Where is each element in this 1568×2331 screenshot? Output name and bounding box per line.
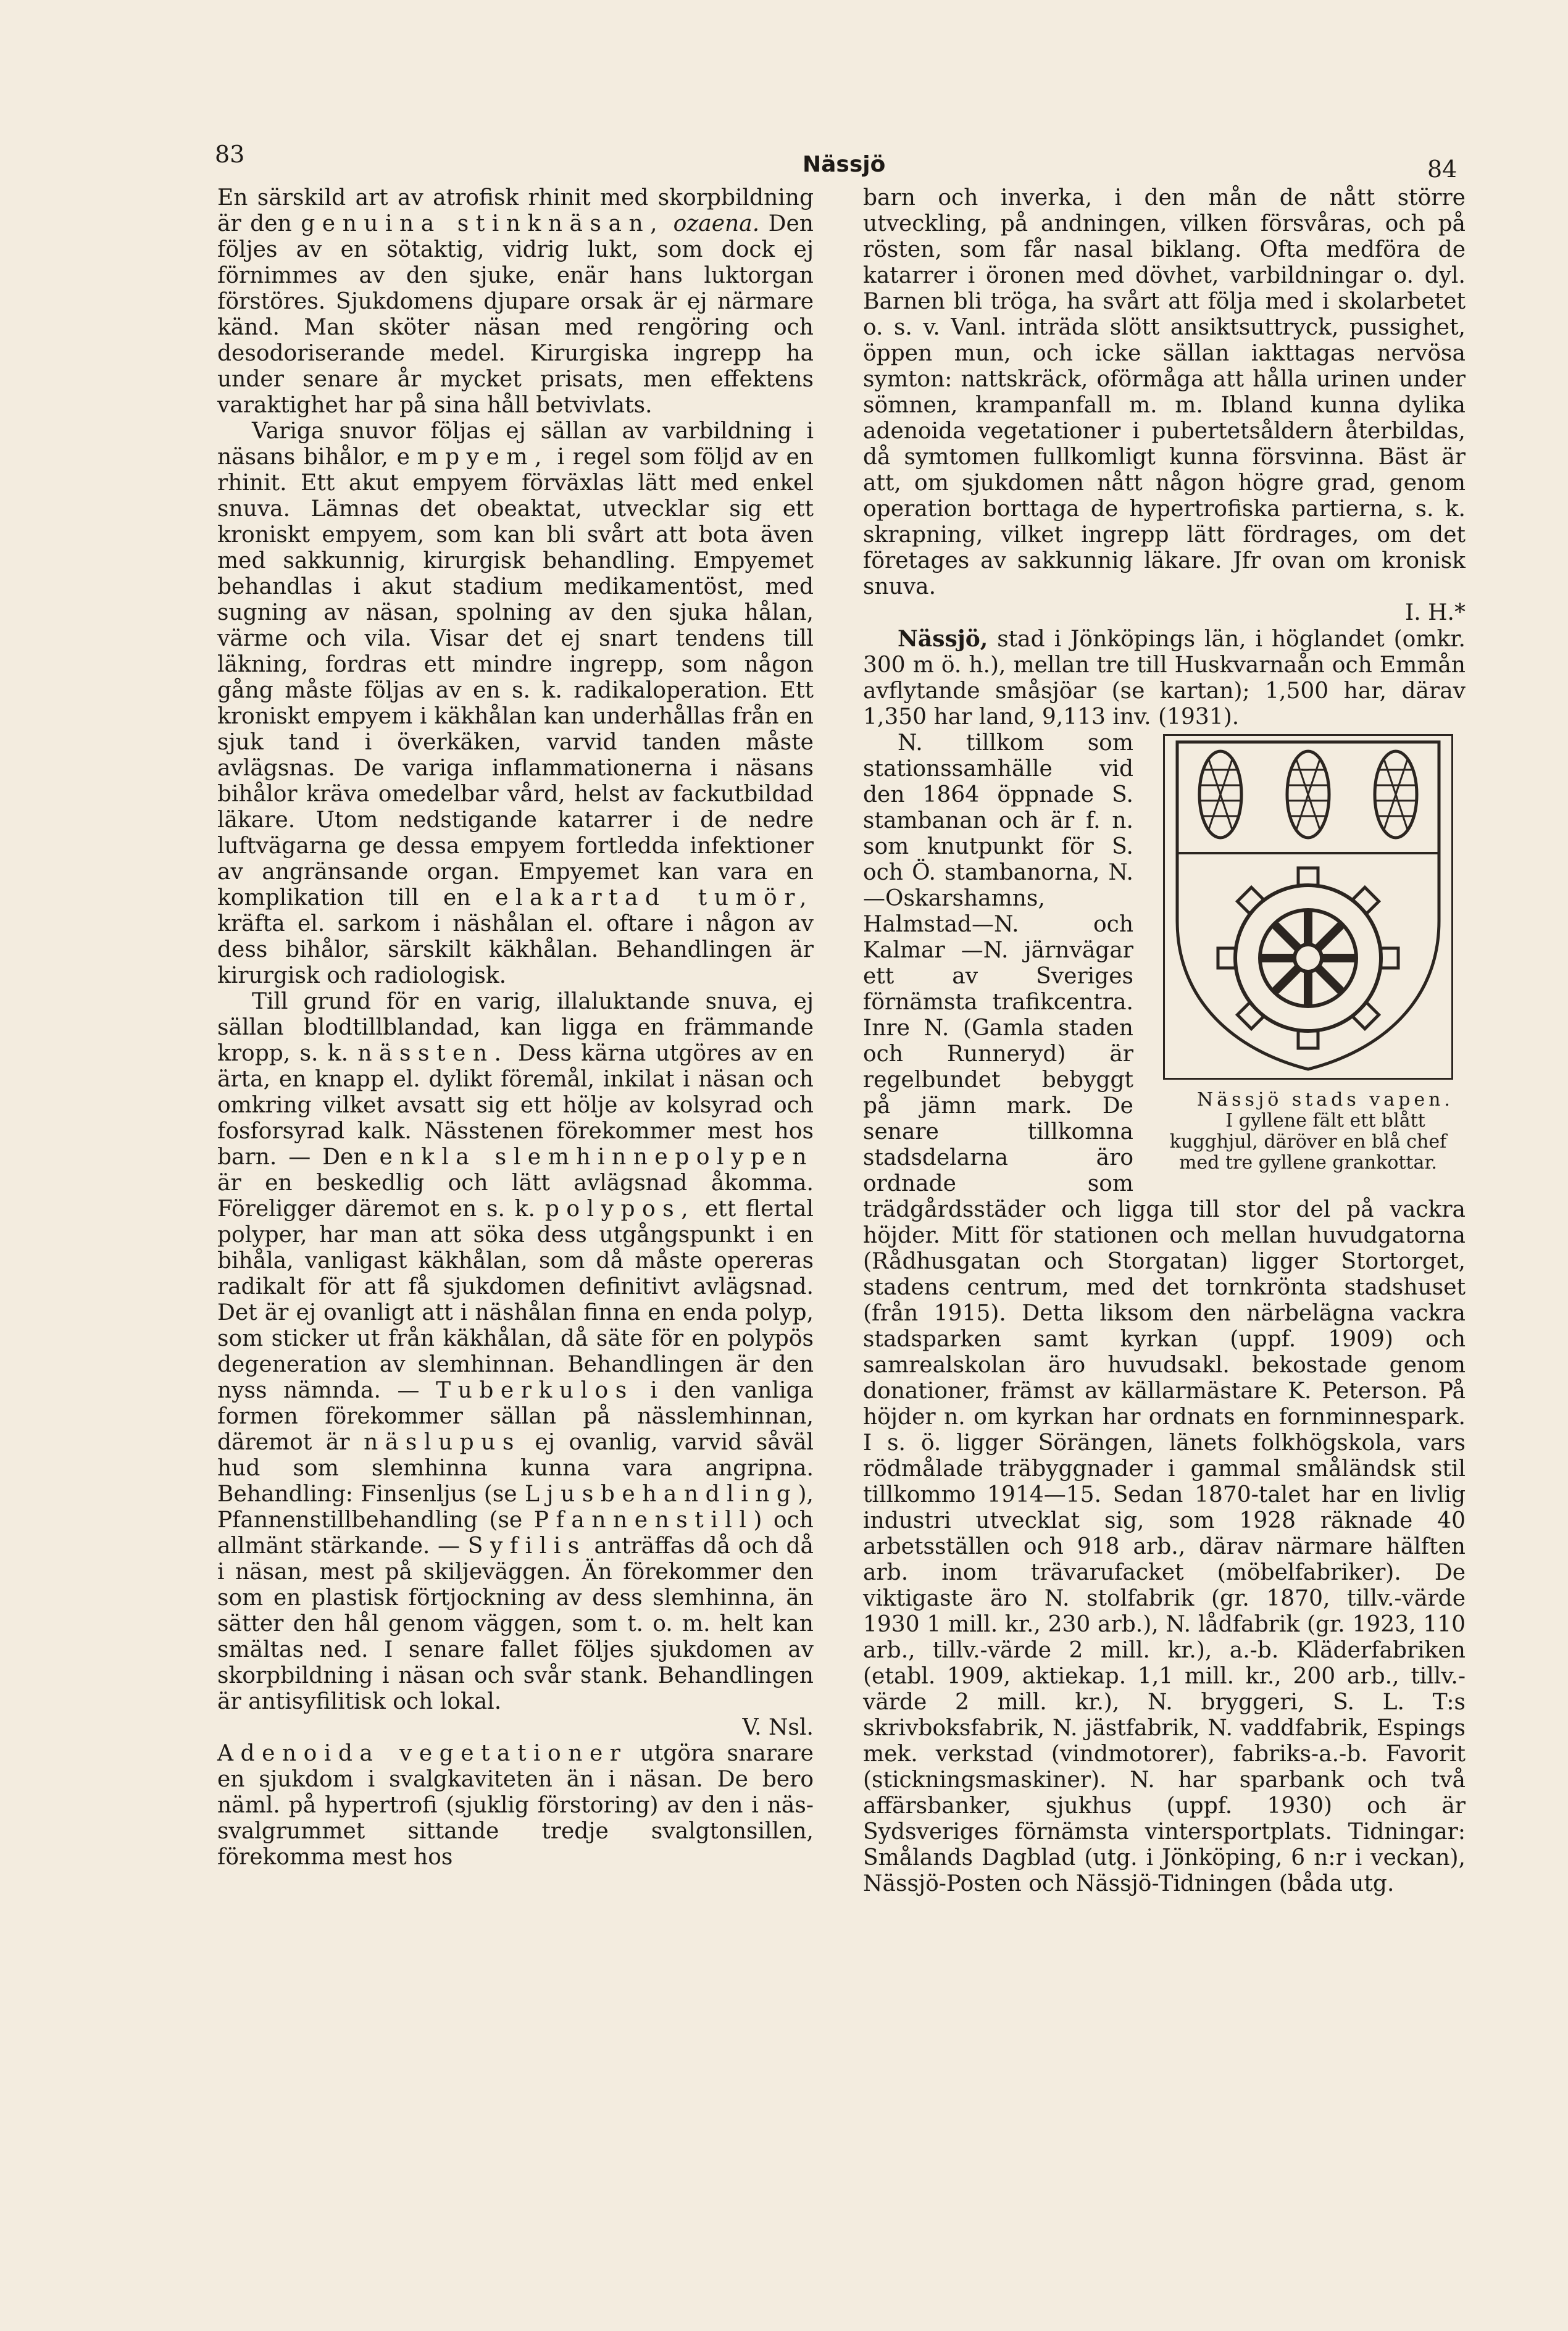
text-run: stad i Jönköpings län, i höglandet (omkr. 300 m ö. h.), mellan tre till Huskvarnaån och Emmån avflytande småsjöar (se kartan); 1,500 har, därav 1,350 har land, 9,113 inv. (1931).: [863, 627, 1466, 730]
cogwheel-icon: [1218, 868, 1398, 1048]
term: empyem,: [396, 444, 549, 470]
paragraph: [863, 730, 1466, 1897]
coat-of-arms-figure: [1151, 734, 1466, 1174]
term: nässten.: [357, 1041, 509, 1066]
page-title: Nässjö: [803, 152, 886, 177]
caption-title: Nässjö stads vapen.: [1197, 1089, 1454, 1111]
text-run: anträffas då och då i näsan, mest på skiljeväggen. Än förekommer den som en plastisk förtjockning av dess slemhinna, än sätter den hål genom väggen, som t. o. m. helt kan smältas ned. I senare fallet följes sjukdomen av skorpbildning i näsan och svår stank. Behandlingen är antisyfilitisk och lokal.: [217, 1533, 814, 1714]
term: Tuberkulos: [436, 1378, 634, 1403]
term: enkla slemhinnepolypen: [379, 1145, 814, 1170]
text-run: N. tillkom som stationssamhälle vid den 1864 öppnade S. stambanan och är f. n. som knutpunkt för S. och Ö. stambanorna, N.—Oskarshamns, Halmstad—N. och Kalmar —N. järnvägar ett av Sveriges förnämsta trafikcentra. Inre N. (Gamla staden och Runneryd) är regelbundet bebyggt på jämn mark. De senare tillkomna stadsdelarna äro ordnade som trädgårdsstäder och ligga till stor del på vackra höjder. Mitt för stationen och mellan huvudgatorna (Rådhusgatan och Storgatan) ligger Stortorget, stadens centrum, med det tornkrönta stadshuset (från 1915). Detta liksom den närbelägna vackra stadsparken samt kyrkan (uppf. 1909) och samrealskolan äro huvudsakl. bekostade genom donationer, främst av källarmästare K. Peterson. På höjder n. om kyrkan har ordnats en fornminnespark. I s. ö. ligger Sörängen, länets folkhögskola, vars rödmålade träbyggnader i gammal småländsk stil tillkommo 1914—15. Sedan 1870-talet har en livlig industri utvecklat sig, som 1928 räknade 40 arbetsställen och 918 arb., därav närmare hälften arb. inom trävarufacket (möbelfabriker). De viktigaste äro N. stolfabrik (gr. 1870, tillv.-värde 1930 1 mill. kr., 230 arb.), N. lådfabrik (gr. 1923, 110 arb., tillv.-värde 2 mill. kr.), a.-b. Kläderfabriken (etabl. 1909, aktiekap. 1,1 mill. kr., 200 arb., tillv.-värde 2 mill. kr.), N. bryggeri, S. L. T:s skrivboksfabrik, N. jästfabrik, N. vaddfabrik, Espings mek. verkstad (vindmotorer), fabriks-a.-b. Favorit (stickningsmaskiner). N. har sparbank och två affärsbanker, sjukhus (uppf. 1930) och är Sydsveriges förnämsta vintersportplats. Tidningar: Smålands Dagblad (utg. i Jönköping, 6 n:r i veckan), Nässjö-Posten och Nässjö-Tidningen (båda utg.: [863, 730, 1466, 1896]
paragraph: [863, 626, 1466, 730]
shield-icon: [1165, 736, 1451, 1078]
paragraph: [217, 419, 814, 989]
term: Syfilis: [467, 1533, 586, 1559]
text-run: är en beskedlig och lätt avlägsnad åkomma. Föreligger däremot en s. k.: [217, 1170, 814, 1222]
term: Ljusbehandling: [525, 1482, 798, 1507]
text-run: ), Pfannenstillbehandling (se: [217, 1482, 814, 1533]
text-run: utgöra snarare en sjukdom i svalgkaviteten än i näsan. De bero näml. på hypertrofi (sjuklig förstoring) av den i näs-svalgrummet sittande tredje svalgtonsillen, förekomma mest hos: [217, 1741, 814, 1870]
author-signature: I. H.*: [1405, 600, 1466, 625]
entry-headword: Nässjö,: [898, 626, 988, 652]
right-page-number: 84: [1427, 156, 1457, 183]
text-run: ) och allmänt stärkande. —: [217, 1507, 814, 1559]
text-run: i den vanliga formen förekommer sällan på nässlemhinnan, däremot är: [217, 1378, 814, 1455]
text-run: ett flertal polyper, har man att söka dess utgångspunkt i en bihåla, vanligast käkhålan, som då måste opereras radikalt för att få sjukdomen definitivt avlägsnad. Det är ej ovanligt att i näshålan finna en enda polyp, som sticker ut från käkhålan, då säte för en polypös degeneration av slemhinnan. Behandlingen är den nyss nämnda. —: [217, 1196, 814, 1403]
paragraph: [217, 1741, 814, 1870]
text-run: Den följes av en sötaktig, vidrig lukt, som dock ej förnimmes av den sjuke, enär hans luktorgan förstöres. Sjukdomens djupare orsak är ej närmare känd. Man sköter näsan med rengöring och desodoriserande medel. Kirurgiska ingrepp ha under senare år mycket prisats, men effektens varaktighet har på sina håll betvivlats.: [217, 211, 814, 418]
term: Adenoida vegetationer: [217, 1741, 628, 1766]
text-run: i regel som följd av en rhinit. Ett akut empyem förväxlas lätt med enkel snuva. Lämnas det obeaktat, utvecklar sig ett kroniskt empyem, som kan bli svårt att bota även med sakkunnig, kirurgisk behandling. Empyemet behandlas i akut stadium medikamentöst, med sugning av näsan, spolning av den sjuka hålan, värme och vila. Visar det ej snart tendens till läkning, fordras ett mindre ingrepp, som någon gång måste följas av en s. k. radikaloperation. Ett kroniskt empyem i käkhålan kan underhållas från en sjuk tand i överkäken, varvid tanden måste avlägsnas. De variga inflammationerna i näsans bihålor kräva omedelbar vård, helst av fackutbildad läkare. Utom nedstigande katarrer i de nedre luftvägarna ge dessa empyem fortledda infektioner av angränsande organ. Empyemet kan vara en komplikation till en: [217, 444, 814, 911]
term: elakartad tumör,: [495, 885, 814, 911]
term: Pfannenstill: [533, 1507, 754, 1533]
author-signature: V. Nsl.: [742, 1715, 814, 1740]
text-run: Dess kärna utgöres av en ärta, en knapp el. dylikt föremål, inkilat i näsan och omkring vilket avsatt sig ett hölje av kolsyrad och fosforsyrad kalk. Nässtenen förekommer mest hos barn. — Den: [217, 1041, 814, 1170]
paragraph: [217, 989, 814, 1741]
text-run: Variga snuvor följas ej sällan av varbildning i näsans bihålor,: [217, 419, 814, 470]
text-run: [664, 211, 673, 236]
term: genuina stinknäsan,: [301, 211, 665, 236]
figure-caption: [1151, 1090, 1466, 1174]
text-run: barn och inverka, i den mån de nått större utveckling, på andningen, vilken försvåras, och på rösten, som får nasal biklang. Ofta medföra de katarrer i öronen med dövhet, varbildningar o. dyl. Barnen bli tröga, ha svårt att följa med i skolarbetet o. s. v. Vanl. inträda slött ansiktsuttryck, pussighet, öppen mun, och icke sällan iakttagas nervösa symton: nattskräck, oförmåga att hålla urinen under sömnen, krampanfall m. m. Ibland kunna dylika adenoida vegetationer i pubertetsåldern återbildas, då symtomen fullkomligt kunna försvinna. Bäst är att, om sjukdomen nått någon högre grad, genom operation borttaga de hypertrofiska partierna, s. k. skrapning, vilket ingrepp lätt fördrages, om det företages av sakkunnig läkare. Jfr ovan om kronisk snuva.: [863, 185, 1466, 599]
paragraph: [863, 185, 1466, 626]
term: näslupus: [364, 1430, 521, 1455]
text-run: ej ovanlig, varvid såväl hud som slemhinna kunna vara angripna. Behandling: Finsenljus (se: [217, 1430, 814, 1507]
text-run: Till grund för en varig, illaluktande snuva, ej sällan blodtillblandad, kan ligga en främmande kropp, s. k.: [217, 989, 814, 1066]
right-column: [863, 185, 1466, 1897]
left-column: [217, 185, 814, 1870]
term: polypos,: [544, 1196, 696, 1222]
text-run: En särskild art av atrofisk rhinit med skorpbildning är den: [217, 185, 814, 236]
paragraph: [217, 185, 814, 419]
term: ozaena.: [673, 211, 760, 236]
coat-of-arms-image: [1163, 734, 1453, 1080]
text-run: kräfta el. sarkom i näshålan el. oftare i någon av dess bihålor, särskilt käkhålan. Behandlingen är kirurgisk och radiologisk.: [217, 911, 814, 988]
caption-text: I gyllene fält ett blått kugghjul, däröver en blå chef med tre gyllene grankottar.: [1169, 1110, 1447, 1174]
left-page-number: 83: [215, 141, 245, 168]
pinecone-icon: [1199, 751, 1417, 838]
